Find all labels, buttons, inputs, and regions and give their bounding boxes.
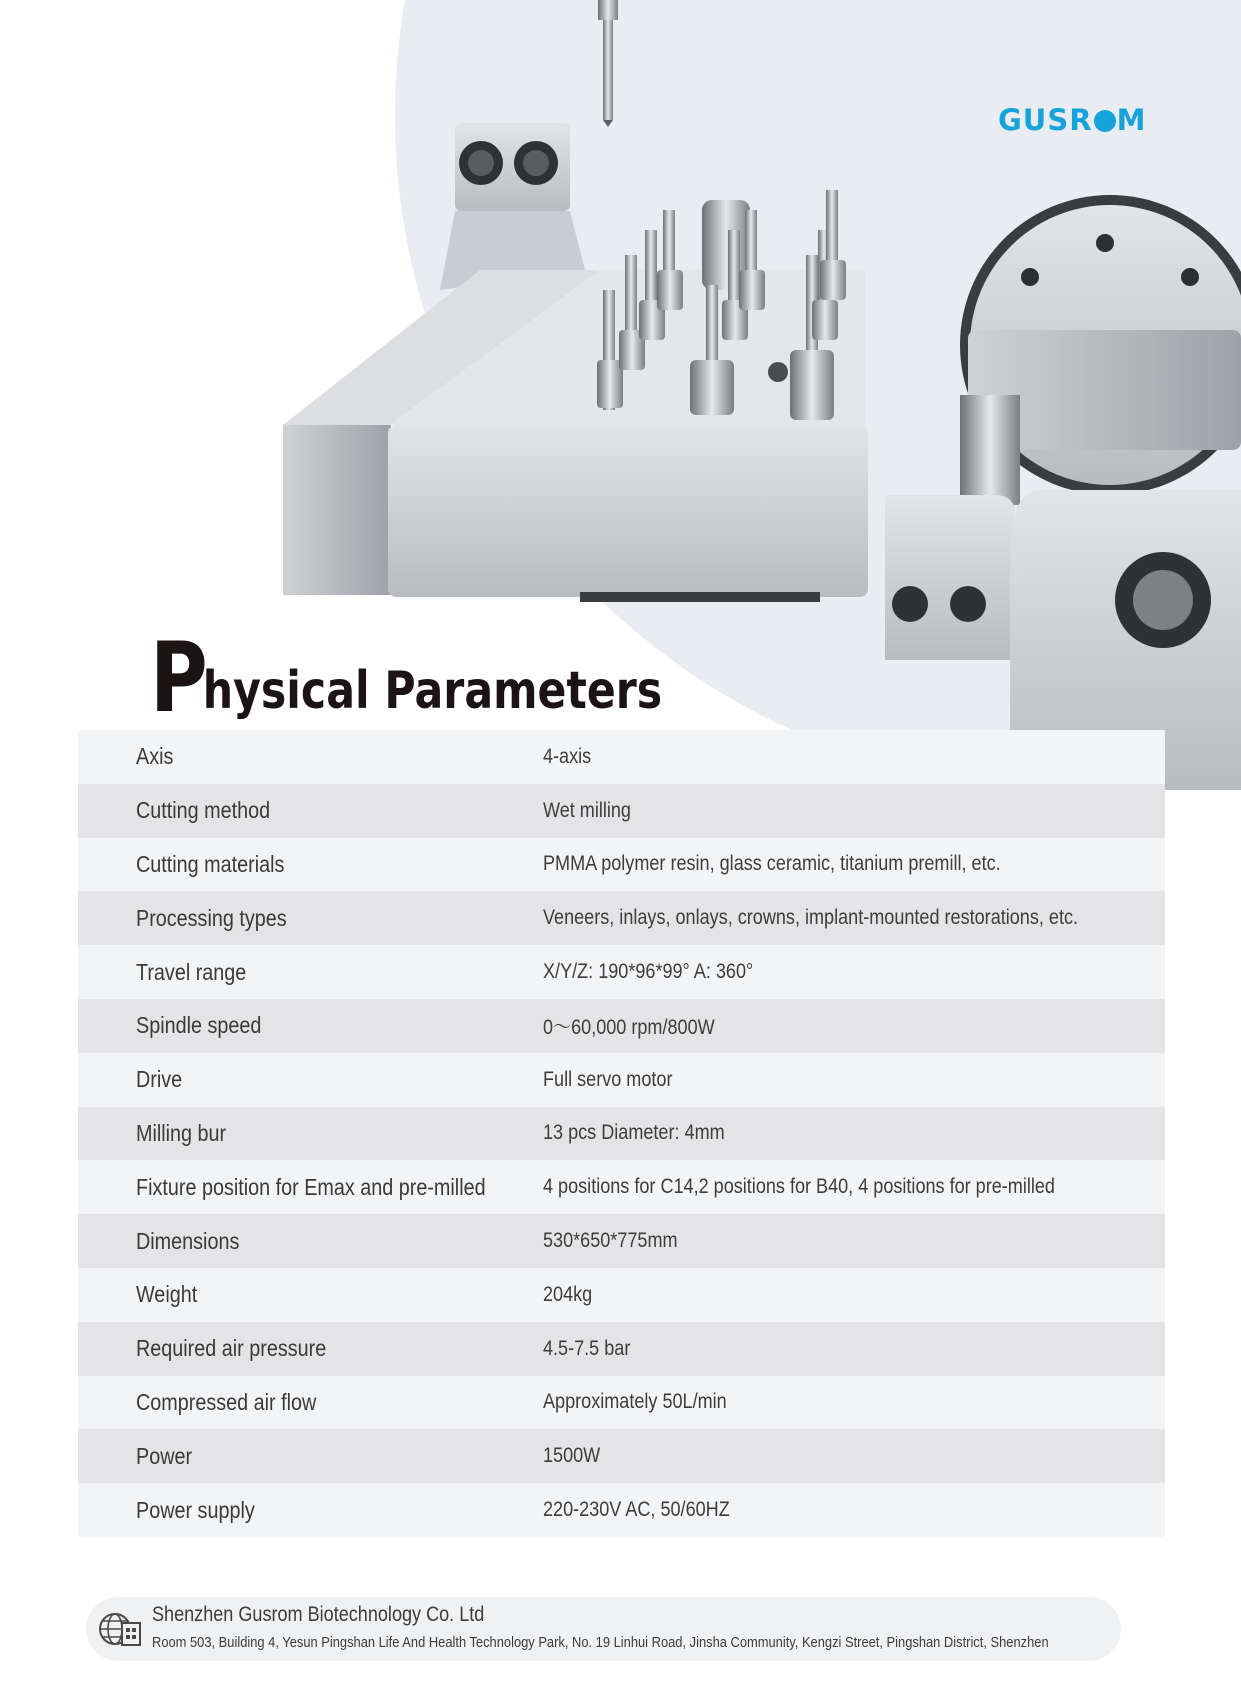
spec-label: Axis xyxy=(136,743,174,770)
spec-label: Compressed air flow xyxy=(136,1388,317,1415)
spec-label: Required air pressure xyxy=(136,1335,327,1362)
spec-value: PMMA polymer resin, glass ceramic, titanium premill, etc. xyxy=(542,852,1001,876)
spec-value: Full servo motor xyxy=(542,1067,672,1091)
spec-row xyxy=(78,784,1165,838)
spec-value: 4.5-7.5 bar xyxy=(542,1336,630,1360)
specs-table xyxy=(78,730,1165,1537)
globe-building-icon xyxy=(98,1611,142,1647)
spec-label: Drive xyxy=(136,1066,183,1093)
spec-row xyxy=(78,1376,1165,1430)
spec-value: 530*650*775mm xyxy=(542,1229,678,1253)
spec-row xyxy=(78,891,1165,945)
spec-label: Power supply xyxy=(136,1496,255,1523)
spec-label: Travel range xyxy=(136,958,247,985)
spec-row xyxy=(78,999,1165,1053)
spec-row xyxy=(78,945,1165,999)
spec-label: Milling bur xyxy=(136,1119,227,1146)
spec-value: Veneers, inlays, onlays, crowns, implant-mounted restorations, etc. xyxy=(542,906,1078,930)
spec-row xyxy=(78,1322,1165,1376)
spec-label: Power xyxy=(136,1442,193,1469)
company-address: Room 503, Building 4, Yesun Pingshan Life And Health Technology Park, No. 19 Linhui Road, Jinsha Community, Kengzi Street, Pingshan District, Shenzhen xyxy=(152,1634,1049,1651)
spec-value: Wet milling xyxy=(542,798,631,822)
title-initial: P xyxy=(150,622,208,734)
footer-contact xyxy=(86,1597,1121,1661)
spec-label: Spindle speed xyxy=(136,1012,262,1039)
spec-label: Dimensions xyxy=(136,1227,240,1254)
spec-row xyxy=(78,730,1165,784)
brand-logo: GUSR M xyxy=(998,103,1147,137)
spec-row xyxy=(78,1107,1165,1161)
spec-label: Cutting method xyxy=(136,797,271,824)
spec-label: Fixture position for Emax and pre-milled xyxy=(136,1173,486,1200)
spec-value: 204kg xyxy=(542,1282,592,1306)
spec-value: 220-230V AC, 50/60HZ xyxy=(542,1498,730,1522)
spec-row xyxy=(78,1429,1165,1483)
spec-value: 13 pcs Diameter: 4mm xyxy=(542,1121,725,1145)
spec-label: Weight xyxy=(136,1281,198,1308)
spec-label: Cutting materials xyxy=(136,850,285,877)
page-title xyxy=(150,622,663,734)
spec-row xyxy=(78,1214,1165,1268)
spec-row xyxy=(78,1483,1165,1537)
spec-label: Processing types xyxy=(136,904,287,931)
spec-row xyxy=(78,838,1165,892)
spec-value: 4-axis xyxy=(542,744,591,768)
spec-row xyxy=(78,1268,1165,1322)
title-rest: hysical Parameters xyxy=(202,661,663,721)
spec-row xyxy=(78,1053,1165,1107)
spec-value: 4 positions for C14,2 positions for B40, 4 positions for pre-milled xyxy=(542,1175,1055,1199)
spec-row xyxy=(78,1160,1165,1214)
spec-value: Approximately 50L/min xyxy=(542,1390,727,1414)
logo-dot-icon xyxy=(1094,110,1116,132)
spec-value: 1500W xyxy=(542,1444,600,1468)
spec-value: 0～60,000 rpm/800W xyxy=(542,1015,715,1039)
company-name: Shenzhen Gusrom Biotechnology Co. Ltd xyxy=(152,1603,485,1626)
spec-value: X/Y/Z: 190*96*99° A: 360° xyxy=(542,960,753,984)
